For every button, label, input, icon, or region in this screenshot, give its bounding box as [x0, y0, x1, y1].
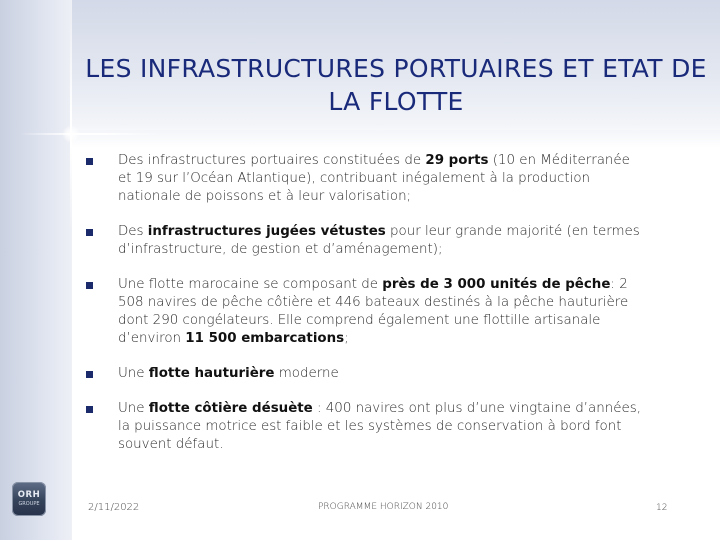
bullet-item: [86, 152, 646, 206]
bullet-item: [86, 223, 646, 259]
bullet-text-bold: 11 500 embarcations: [185, 331, 345, 346]
star-cross-glow: [62, 125, 80, 143]
logo-subtext: GROUPE: [18, 501, 40, 507]
bullet-text-segment: (10 en Méditerranée et 19 sur l’Océan Atlantique), contribuant inégalement à la production nationale de poissons et à leur valorisation;: [118, 153, 630, 204]
bullet-text-bold: infrastructures jugées vétustes: [147, 224, 386, 239]
bullet-text-segment: Une: [118, 401, 149, 416]
square-bullet-icon: [86, 158, 93, 165]
bullet-text-segment: : 400 navires ont plus d’une vingtaine d’années, la puissance motrice est faible et les systèmes de conservation à bord font souvent défaut.: [118, 401, 641, 452]
square-bullet-icon: [86, 282, 93, 289]
bullet-text-bold: près de 3 000 unités de pêche: [382, 277, 611, 292]
bullet-item: [86, 276, 646, 348]
bullet-text-bold: 29 ports: [425, 153, 489, 168]
square-bullet-icon: [86, 229, 93, 236]
bullet-text: [118, 153, 630, 204]
orh-logo: [12, 482, 46, 516]
bullet-text-segment: ;: [344, 331, 349, 346]
logo-text: ORH: [17, 490, 41, 500]
bullet-text-segment: Des: [118, 224, 148, 239]
left-background-band: [0, 0, 72, 540]
star-cross-horizontal: [20, 133, 160, 135]
header-background-fade: [72, 130, 720, 148]
bullet-text: [118, 401, 641, 452]
bullet-text-segment: Des infrastructures portuaires constituées de: [118, 153, 426, 168]
square-bullet-icon: [86, 371, 93, 378]
bullet-text-bold: flotte hauturière: [148, 366, 275, 381]
slide-title: LES INFRASTRUCTURES PORTUAIRES ET ETAT DE LA FLOTTE: [85, 54, 707, 116]
bullet-text-segment: Une flotte marocaine se composant de: [118, 277, 383, 292]
bullet-text-segment: moderne: [274, 366, 339, 381]
bullet-item: [86, 400, 646, 454]
bullet-text-segment: Une: [118, 366, 149, 381]
bullet-text-segment: : 2 508 navires de pêche côtière et 446 bateaux destinés à la pêche hauturière dont 290 congélateurs. Elle comprend également une flottille artisanale d’environ: [118, 277, 629, 346]
bullet-text: [118, 277, 628, 346]
square-bullet-icon: [86, 406, 93, 413]
footer-date: 2/11/2022: [88, 502, 140, 513]
bullet-text: [118, 224, 640, 257]
bullet-item: [86, 365, 646, 383]
bullet-list: [86, 152, 646, 454]
footer-page-number: 12: [656, 503, 668, 513]
bullet-text-segment: pour leur grande majorité (en termes d’infrastructure, de gestion et d’aménagement);: [118, 224, 640, 257]
bullet-text-bold: flotte côtière désuète: [148, 401, 313, 416]
footer-center-text: PROGRAMME HORIZON 2010: [318, 502, 449, 512]
bullet-text: [118, 366, 339, 381]
